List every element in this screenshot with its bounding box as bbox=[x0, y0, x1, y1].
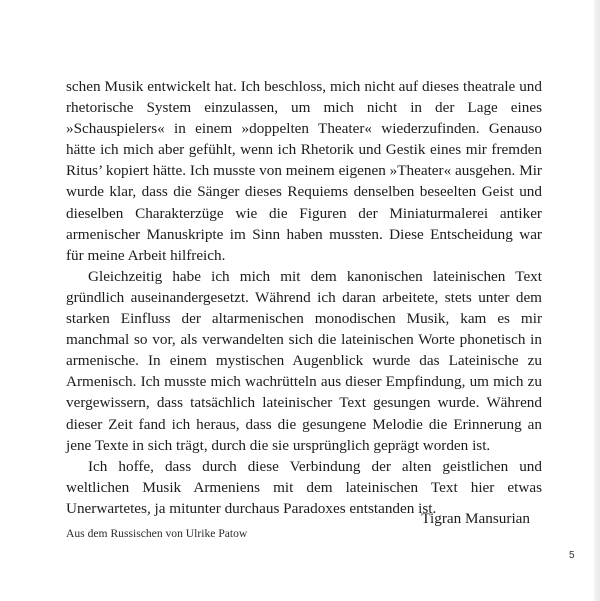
author-signature: Tigran Mansurian bbox=[421, 510, 530, 527]
translator-credit: Aus dem Russischen von Ulrike Patow bbox=[66, 527, 248, 540]
paragraph-1: schen Musik entwickelt hat. Ich beschloss, mich nicht auf dieses theatrale und rhetorische System einzulassen, um mich nicht in der Lage eines »Schauspielers« in einem »doppelten Theater« wiederzufinden. Genauso hätte ich mich aber gefühlt, wenn ich Rhetorik und Gestik eines mir fremden Ritus’ kopiert hätte. Ich musste von meinem eigenen »Theater« ausgehen. Mir wurde klar, dass die Sänger dieses Requiems denselben beseelten Geist und dieselben Charakterzüge wie die Figuren der Miniaturmalerei antiker armenischer Manuskripte im Sinn haben mussten. Diese Entscheidung war für meine Arbeit hilfreich. bbox=[66, 78, 542, 264]
paragraph-2: Gleichzeitig habe ich mich mit dem kanonischen lateinischen Text gründlich auseinandergesetzt. Während ich daran arbeitete, stets unter dem starken Einfluss der altarmenischen monodischen Musik, kam es mir manchmal so vor, als verwandelten sich die lateinischen Worte phonetisch in armenische. In einem mystischen Augenblick wurde das Lateinische zu Armenisch. Ich musste mich wachrütteln aus dieser Empfindung, um mich zu vergewissern, dass tatsächlich lateinischer Text gesungen wurde. Während dieser Zeit fand ich heraus, dass die gesungene Melodie die Erinnerung an jene Texte in sich trägt, durch die sie ursprünglich geprägt worden ist. bbox=[66, 267, 542, 454]
paragraph-3: Ich hoffe, dass durch diese Verbindung der alten geistlichen und weltlichen Musik Armeniens mit dem lateinischen Text hier etwas Unerwartetes, ja mitunter durchaus Paradoxes entstanden ist. bbox=[66, 457, 542, 517]
page-number: 5 bbox=[569, 550, 575, 561]
essay-body bbox=[66, 76, 542, 519]
page-edge-shadow bbox=[594, 0, 600, 601]
